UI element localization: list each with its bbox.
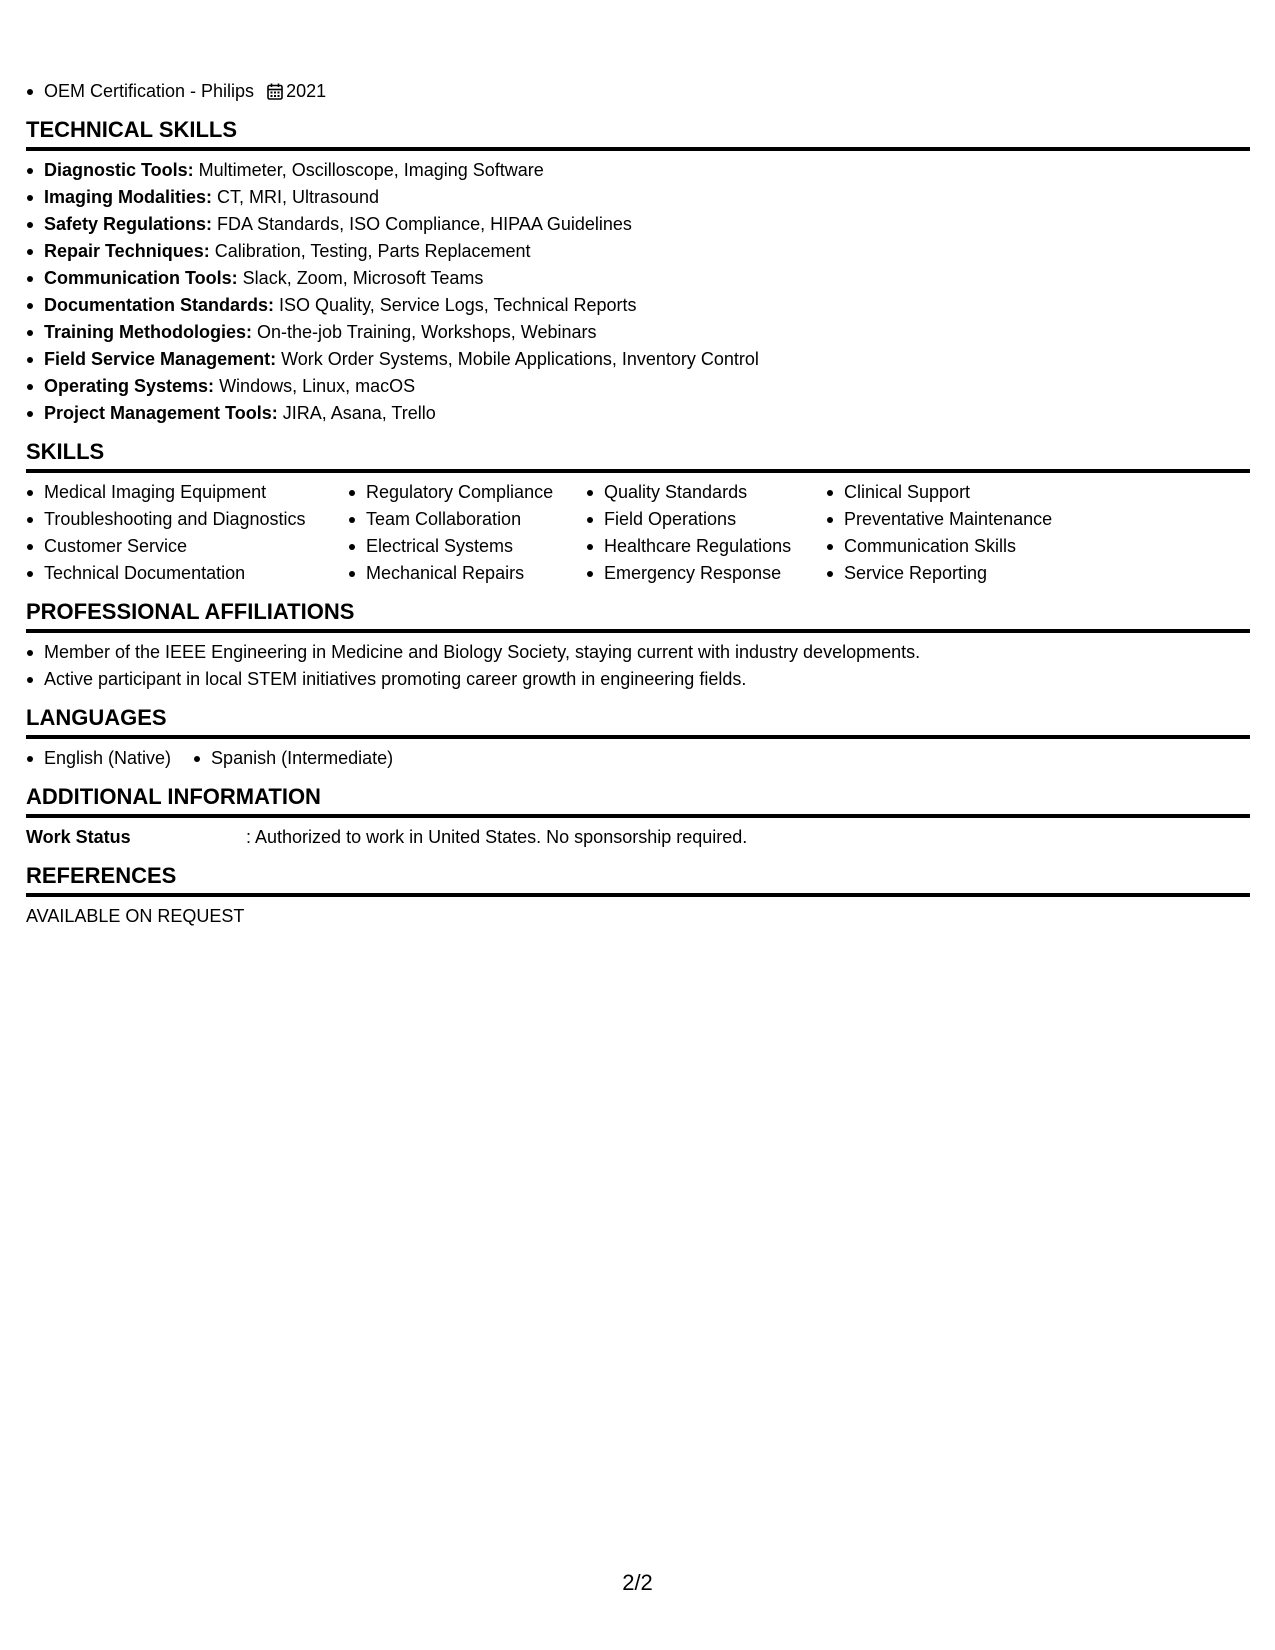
skill-label: Training Methodologies:: [44, 322, 252, 342]
skill-label: Communication Tools:: [44, 268, 238, 288]
skills-columns: [26, 479, 1250, 587]
skill-item: Medical Imaging Equipment: [26, 479, 348, 506]
technical-skills-list: [26, 157, 1250, 427]
skill-item: Troubleshooting and Diagnostics: [26, 506, 348, 533]
affiliation-item: Active participant in local STEM initiatives promoting career growth in engineering fields.: [26, 666, 1250, 693]
affiliations-section: [26, 597, 1250, 693]
technical-skills-heading: TECHNICAL SKILLS: [26, 115, 1250, 151]
skill-item: Service Reporting: [826, 560, 1086, 587]
skills-heading: SKILLS: [26, 437, 1250, 473]
skill-item: Mechanical Repairs: [348, 560, 586, 587]
skill-value: On-the-job Training, Workshops, Webinars: [252, 322, 597, 342]
technical-skill-item: [26, 373, 1250, 400]
certification-list: [26, 78, 1250, 105]
work-status-row: [26, 824, 1250, 851]
skill-value: JIRA, Asana, Trello: [277, 403, 436, 423]
work-status-value: : Authorized to work in United States. No sponsorship required.: [246, 827, 748, 847]
skill-label: Safety Regulations:: [44, 214, 213, 234]
skill-value: FDA Standards, ISO Compliance, HIPAA Guidelines: [212, 214, 632, 234]
resume-page: [26, 78, 1250, 930]
affiliation-item: Member of the IEEE Engineering in Medicine and Biology Society, staying current with industry developments.: [26, 639, 1250, 666]
skills-column: [586, 479, 826, 587]
skill-item: Communication Skills: [826, 533, 1086, 560]
skill-label: Field Service Management:: [44, 349, 277, 369]
skill-item: Quality Standards: [586, 479, 826, 506]
languages-list: [26, 745, 1250, 772]
skill-value: Slack, Zoom, Microsoft Teams: [237, 268, 484, 288]
skill-item: Emergency Response: [586, 560, 826, 587]
technical-skill-item: [26, 184, 1250, 211]
references-heading: REFERENCES: [26, 861, 1250, 897]
certification-item: [26, 78, 1250, 105]
skill-item: Regulatory Compliance: [348, 479, 586, 506]
skill-label: Imaging Modalities:: [44, 187, 213, 207]
skill-item: Healthcare Regulations: [586, 533, 826, 560]
references-text: AVAILABLE ON REQUEST: [26, 906, 245, 926]
languages-heading: LANGUAGES: [26, 703, 1250, 739]
work-status-label: Work Status: [26, 827, 131, 847]
skill-label: Repair Techniques:: [44, 241, 210, 261]
skill-item: Preventative Maintenance: [826, 506, 1086, 533]
skill-label: Documentation Standards:: [44, 295, 275, 315]
affiliations-list: [26, 639, 1250, 693]
language-item: English (Native): [26, 745, 171, 772]
technical-skill-item: [26, 238, 1250, 265]
skill-item: Team Collaboration: [348, 506, 586, 533]
skill-item: Field Operations: [586, 506, 826, 533]
skill-label: Operating Systems:: [44, 376, 215, 396]
skills-column: [348, 479, 586, 587]
skill-value: CT, MRI, Ultrasound: [212, 187, 380, 207]
technical-skill-item: [26, 211, 1250, 238]
skill-value: ISO Quality, Service Logs, Technical Reports: [274, 295, 637, 315]
languages-section: [26, 703, 1250, 772]
language-item: Spanish (Intermediate): [193, 745, 393, 772]
certification-year: 2021: [286, 81, 327, 101]
references-section: [26, 861, 1250, 930]
skill-item: Clinical Support: [826, 479, 1086, 506]
skill-value: Work Order Systems, Mobile Applications, Inventory Control: [276, 349, 759, 369]
technical-skill-item: [26, 319, 1250, 346]
certification-name: OEM Certification - Philips: [44, 81, 255, 101]
technical-skill-item: [26, 346, 1250, 373]
skill-value: Calibration, Testing, Parts Replacement: [209, 241, 531, 261]
skill-item: Technical Documentation: [26, 560, 348, 587]
technical-skill-item: [26, 157, 1250, 184]
skills-column: [26, 479, 348, 587]
skills-column: [826, 479, 1086, 587]
skill-label: Project Management Tools:: [44, 403, 278, 423]
skill-item: Customer Service: [26, 533, 348, 560]
technical-skill-item: [26, 400, 1250, 427]
skill-value: Multimeter, Oscilloscope, Imaging Software: [193, 160, 544, 180]
technical-skills-section: [26, 115, 1250, 427]
technical-skill-item: [26, 292, 1250, 319]
additional-info-section: [26, 782, 1250, 851]
skill-label: Diagnostic Tools:: [44, 160, 194, 180]
skill-item: Electrical Systems: [348, 533, 586, 560]
calendar-icon: [267, 83, 283, 100]
page-number: 2/2: [622, 1570, 653, 1595]
additional-info-heading: ADDITIONAL INFORMATION: [26, 782, 1250, 818]
skills-section: [26, 437, 1250, 587]
skill-value: Windows, Linux, macOS: [214, 376, 416, 396]
technical-skill-item: [26, 265, 1250, 292]
affiliations-heading: PROFESSIONAL AFFILIATIONS: [26, 597, 1250, 633]
